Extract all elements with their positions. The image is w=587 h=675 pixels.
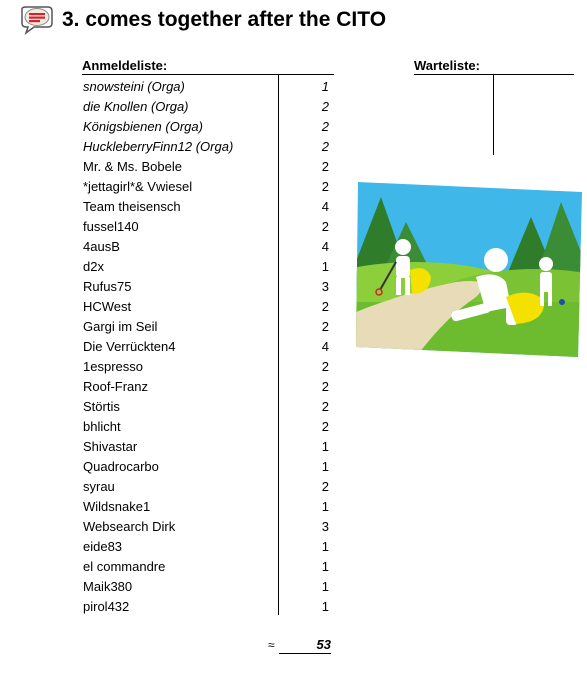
participant-count: 2: [321, 398, 329, 414]
participant-name: 1espresso: [83, 358, 143, 374]
participant-name: Shivastar: [83, 438, 138, 454]
list-item: [83, 96, 333, 116]
participant-count: 2: [321, 138, 329, 154]
participant-count: 1: [321, 558, 329, 574]
list-item: [83, 76, 333, 96]
list-item: [83, 116, 333, 136]
participant-count: 2: [321, 218, 329, 234]
participant-count: 2: [321, 318, 329, 334]
speech-bubble-icon: [18, 5, 54, 40]
anmeldeliste-heading: Anmeldeliste:: [82, 58, 334, 75]
participant-count: 2: [321, 118, 329, 134]
list-item: [83, 456, 333, 476]
list-item: [83, 596, 333, 616]
participant-name: bhlicht: [83, 418, 121, 434]
header: [18, 7, 54, 37]
participant-count: 2: [321, 158, 329, 174]
participant-count: 1: [321, 498, 329, 514]
list-item: [83, 176, 333, 196]
list-item: [83, 576, 333, 596]
list-item: [83, 236, 333, 256]
list-item: [83, 156, 333, 176]
list-item: [83, 356, 333, 376]
list-item: [83, 196, 333, 216]
participant-name: snowsteini (Orga): [83, 78, 185, 94]
list-item: [83, 276, 333, 296]
participant-name: Team theisensch: [83, 198, 181, 214]
list-item: [83, 416, 333, 436]
participant-count: 2: [321, 478, 329, 494]
participant-count: 1: [321, 438, 329, 454]
participant-name: el commandre: [83, 558, 166, 574]
participant-count: 4: [321, 338, 329, 354]
participant-name: d2x: [83, 258, 104, 274]
participant-count: 3: [321, 518, 329, 534]
participant-count: 2: [321, 178, 329, 194]
participant-count: 1: [321, 598, 329, 614]
list-item: [83, 516, 333, 536]
participant-name: die Knollen (Orga): [83, 98, 189, 114]
total-count: 53: [279, 637, 331, 654]
participant-name: Die Verrückten4: [83, 338, 176, 354]
list-item: [83, 476, 333, 496]
participant-count: 4: [321, 238, 329, 254]
participant-count: 2: [321, 418, 329, 434]
participant-count: 4: [321, 198, 329, 214]
participant-count: 3: [321, 278, 329, 294]
participant-name: pirol432: [83, 598, 130, 614]
participant-count: 2: [321, 378, 329, 394]
participant-count: 1: [321, 538, 329, 554]
participant-name: fussel140: [83, 218, 139, 234]
participant-name: Störtis: [83, 398, 120, 414]
cito-cleanup-illustration: [356, 182, 582, 357]
participant-count: 2: [321, 98, 329, 114]
participant-name: *jettagirl*& Vwiesel: [83, 178, 193, 194]
participant-count: 1: [321, 258, 329, 274]
list-item: [83, 216, 333, 236]
participant-name: Gargi im Seil: [83, 318, 158, 334]
list-item: [83, 376, 333, 396]
participant-count: 2: [321, 358, 329, 374]
page-title: 3. comes together after the CITO: [62, 8, 387, 31]
participant-name: eide83: [83, 538, 123, 554]
list-item: [83, 436, 333, 456]
participant-count: 2: [321, 298, 329, 314]
participant-count: 1: [321, 578, 329, 594]
participant-name: Wildsnake1: [83, 498, 151, 514]
warteliste-heading: Warteliste:: [414, 58, 574, 75]
list-item: [83, 396, 333, 416]
participant-name: Websearch Dirk: [83, 518, 176, 534]
list-item: [83, 296, 333, 316]
total-approx-symbol: ≈: [268, 638, 275, 652]
participant-name: 4ausB: [83, 238, 120, 254]
list-item: [83, 256, 333, 276]
list-item: [83, 556, 333, 576]
list-item: [83, 316, 333, 336]
participant-count: 1: [321, 78, 329, 94]
list-item: [83, 136, 333, 156]
participant-name: Roof-Franz: [83, 378, 149, 394]
warteliste-divider: [493, 75, 494, 155]
participant-name: Rufus75: [83, 278, 132, 294]
participant-name: HCWest: [83, 298, 132, 314]
participant-name: HuckleberryFinn12 (Orga): [83, 138, 234, 154]
participant-count: 1: [321, 458, 329, 474]
participant-name: Mr. & Ms. Bobele: [83, 158, 182, 174]
list-item: [83, 536, 333, 556]
list-item: [83, 336, 333, 356]
list-item: [83, 496, 333, 516]
participant-name: Königsbienen (Orga): [83, 118, 203, 134]
participant-name: Quadrocarbo: [83, 458, 159, 474]
anmeldeliste-table: [83, 76, 333, 616]
participant-name: syrau: [83, 478, 115, 494]
participant-name: Maik380: [83, 578, 133, 594]
